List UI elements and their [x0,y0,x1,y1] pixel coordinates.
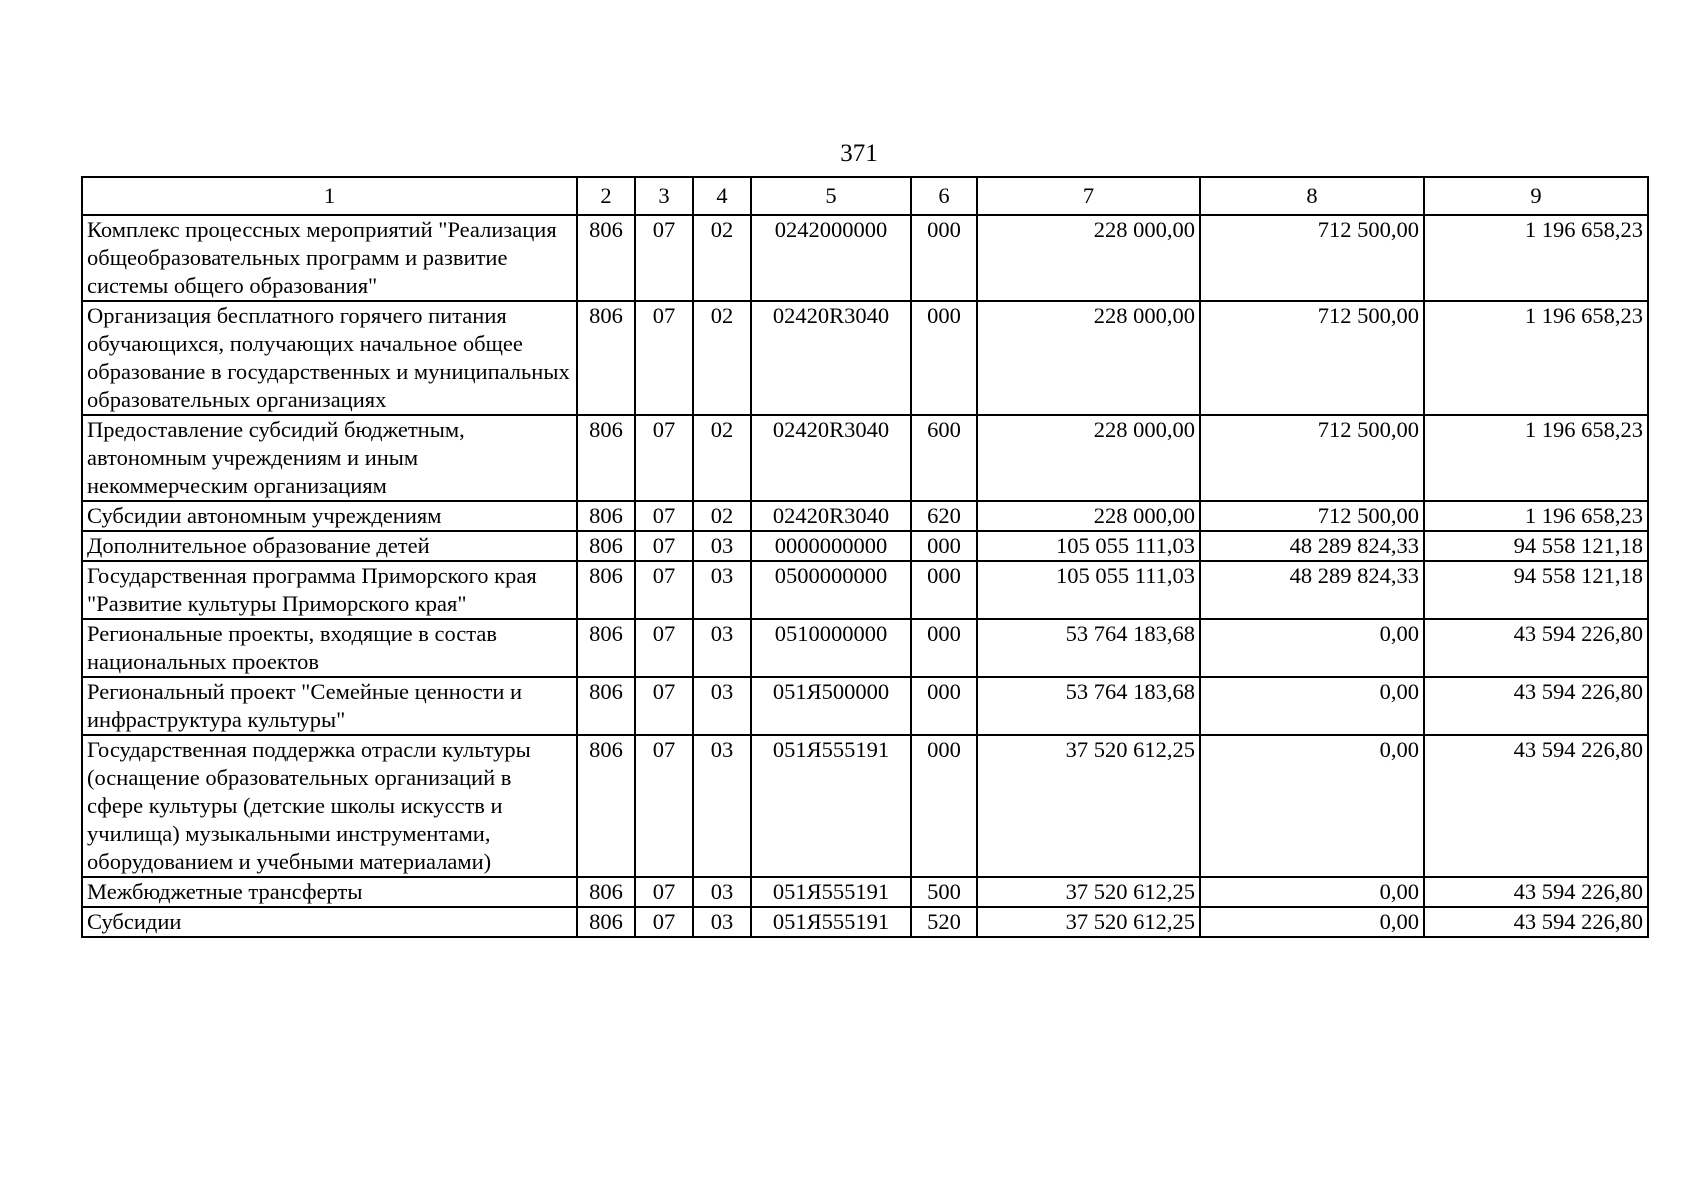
column-header: 7 [977,177,1200,215]
expense-type-code: 000 [911,619,977,677]
ministry-code: 806 [577,877,635,907]
column-header: 4 [693,177,751,215]
ministry-code: 806 [577,501,635,531]
target-article-code: 051Я500000 [751,677,911,735]
expense-type-code: 000 [911,735,977,877]
amount-col8: 48 289 824,33 [1200,561,1424,619]
amount-col9: 94 558 121,18 [1424,531,1648,561]
row-name: Государственная программа Приморского края "Развитие культуры Приморского края" [82,561,577,619]
amount-col8: 0,00 [1200,877,1424,907]
row-name: Субсидии автономным учреждениям [82,501,577,531]
amount-col9: 1 196 658,23 [1424,215,1648,301]
row-name: Региональный проект "Семейные ценности и инфраструктура культуры" [82,677,577,735]
subsection-code: 03 [693,677,751,735]
column-header: 5 [751,177,911,215]
amount-col7: 228 000,00 [977,501,1200,531]
table-row [82,619,1648,677]
amount-col7: 37 520 612,25 [977,735,1200,877]
table-row [82,301,1648,415]
row-name: Межбюджетные трансферты [82,877,577,907]
section-code: 07 [635,531,693,561]
section-code: 07 [635,735,693,877]
amount-col8: 0,00 [1200,619,1424,677]
section-code: 07 [635,501,693,531]
column-header: 6 [911,177,977,215]
amount-col9: 43 594 226,80 [1424,735,1648,877]
subsection-code: 03 [693,877,751,907]
section-code: 07 [635,415,693,501]
section-code: 07 [635,907,693,937]
target-article-code: 051Я555191 [751,735,911,877]
amount-col7: 105 055 111,03 [977,531,1200,561]
table-row [82,735,1648,877]
row-name: Предоставление субсидий бюджетным, автономным учреждениям и иным некоммерческим организациям [82,415,577,501]
amount-col9: 94 558 121,18 [1424,561,1648,619]
target-article-code: 0510000000 [751,619,911,677]
amount-col9: 43 594 226,80 [1424,619,1648,677]
amount-col9: 43 594 226,80 [1424,907,1648,937]
table-row [82,531,1648,561]
header-row [82,177,1648,215]
ministry-code: 806 [577,677,635,735]
amount-col9: 43 594 226,80 [1424,677,1648,735]
subsection-code: 03 [693,561,751,619]
amount-col8: 0,00 [1200,677,1424,735]
section-code: 07 [635,215,693,301]
table-row [82,677,1648,735]
page-number: 371 [840,140,878,167]
expense-type-code: 000 [911,561,977,619]
target-article-code: 02420R3040 [751,415,911,501]
subsection-code: 02 [693,215,751,301]
amount-col9: 1 196 658,23 [1424,301,1648,415]
ministry-code: 806 [577,735,635,877]
amount-col8: 48 289 824,33 [1200,531,1424,561]
target-article-code: 0242000000 [751,215,911,301]
row-name: Организация бесплатного горячего питания обучающихся, получающих начальное общее образование в государственных и муниципальных образовательных организациях [82,301,577,415]
table-row [82,501,1648,531]
amount-col7: 37 520 612,25 [977,877,1200,907]
expense-type-code: 000 [911,677,977,735]
amount-col7: 228 000,00 [977,415,1200,501]
amount-col8: 712 500,00 [1200,501,1424,531]
column-header: 8 [1200,177,1424,215]
subsection-code: 03 [693,619,751,677]
table-row [82,415,1648,501]
expense-type-code: 000 [911,215,977,301]
subsection-code: 02 [693,415,751,501]
amount-col7: 228 000,00 [977,301,1200,415]
expense-type-code: 000 [911,531,977,561]
expense-type-code: 000 [911,301,977,415]
section-code: 07 [635,619,693,677]
subsection-code: 02 [693,501,751,531]
amount-col8: 712 500,00 [1200,215,1424,301]
amount-col9: 1 196 658,23 [1424,501,1648,531]
amount-col7: 37 520 612,25 [977,907,1200,937]
column-header: 1 [82,177,577,215]
table-row [82,877,1648,907]
ministry-code: 806 [577,415,635,501]
section-code: 07 [635,677,693,735]
table-row [82,561,1648,619]
target-article-code: 051Я555191 [751,877,911,907]
amount-col8: 0,00 [1200,907,1424,937]
amount-col7: 53 764 183,68 [977,619,1200,677]
budget-table [81,176,1649,938]
amount-col8: 0,00 [1200,735,1424,877]
expense-type-code: 600 [911,415,977,501]
row-name: Региональные проекты, входящие в состав национальных проектов [82,619,577,677]
target-article-code: 051Я555191 [751,907,911,937]
section-code: 07 [635,561,693,619]
column-header: 3 [635,177,693,215]
ministry-code: 806 [577,619,635,677]
row-name: Государственная поддержка отрасли культуры (оснащение образовательных организаций в сфере культуры (детские школы искусств и училища) музыкальными инструментами, оборудованием и учебными материалами) [82,735,577,877]
row-name: Дополнительное образование детей [82,531,577,561]
ministry-code: 806 [577,907,635,937]
subsection-code: 03 [693,735,751,877]
subsection-code: 03 [693,531,751,561]
target-article-code: 02420R3040 [751,301,911,415]
row-name: Субсидии [82,907,577,937]
amount-col8: 712 500,00 [1200,415,1424,501]
amount-col7: 53 764 183,68 [977,677,1200,735]
table-row [82,907,1648,937]
amount-col7: 105 055 111,03 [977,561,1200,619]
column-header: 9 [1424,177,1648,215]
expense-type-code: 500 [911,877,977,907]
amount-col9: 1 196 658,23 [1424,415,1648,501]
ministry-code: 806 [577,561,635,619]
section-code: 07 [635,301,693,415]
column-header: 2 [577,177,635,215]
ministry-code: 806 [577,215,635,301]
section-code: 07 [635,877,693,907]
subsection-code: 02 [693,301,751,415]
table-row [82,215,1648,301]
ministry-code: 806 [577,301,635,415]
subsection-code: 03 [693,907,751,937]
amount-col8: 712 500,00 [1200,301,1424,415]
ministry-code: 806 [577,531,635,561]
expense-type-code: 520 [911,907,977,937]
target-article-code: 0500000000 [751,561,911,619]
amount-col9: 43 594 226,80 [1424,877,1648,907]
target-article-code: 0000000000 [751,531,911,561]
target-article-code: 02420R3040 [751,501,911,531]
expense-type-code: 620 [911,501,977,531]
amount-col7: 228 000,00 [977,215,1200,301]
row-name: Комплекс процессных мероприятий "Реализация общеобразовательных программ и развитие системы общего образования" [82,215,577,301]
